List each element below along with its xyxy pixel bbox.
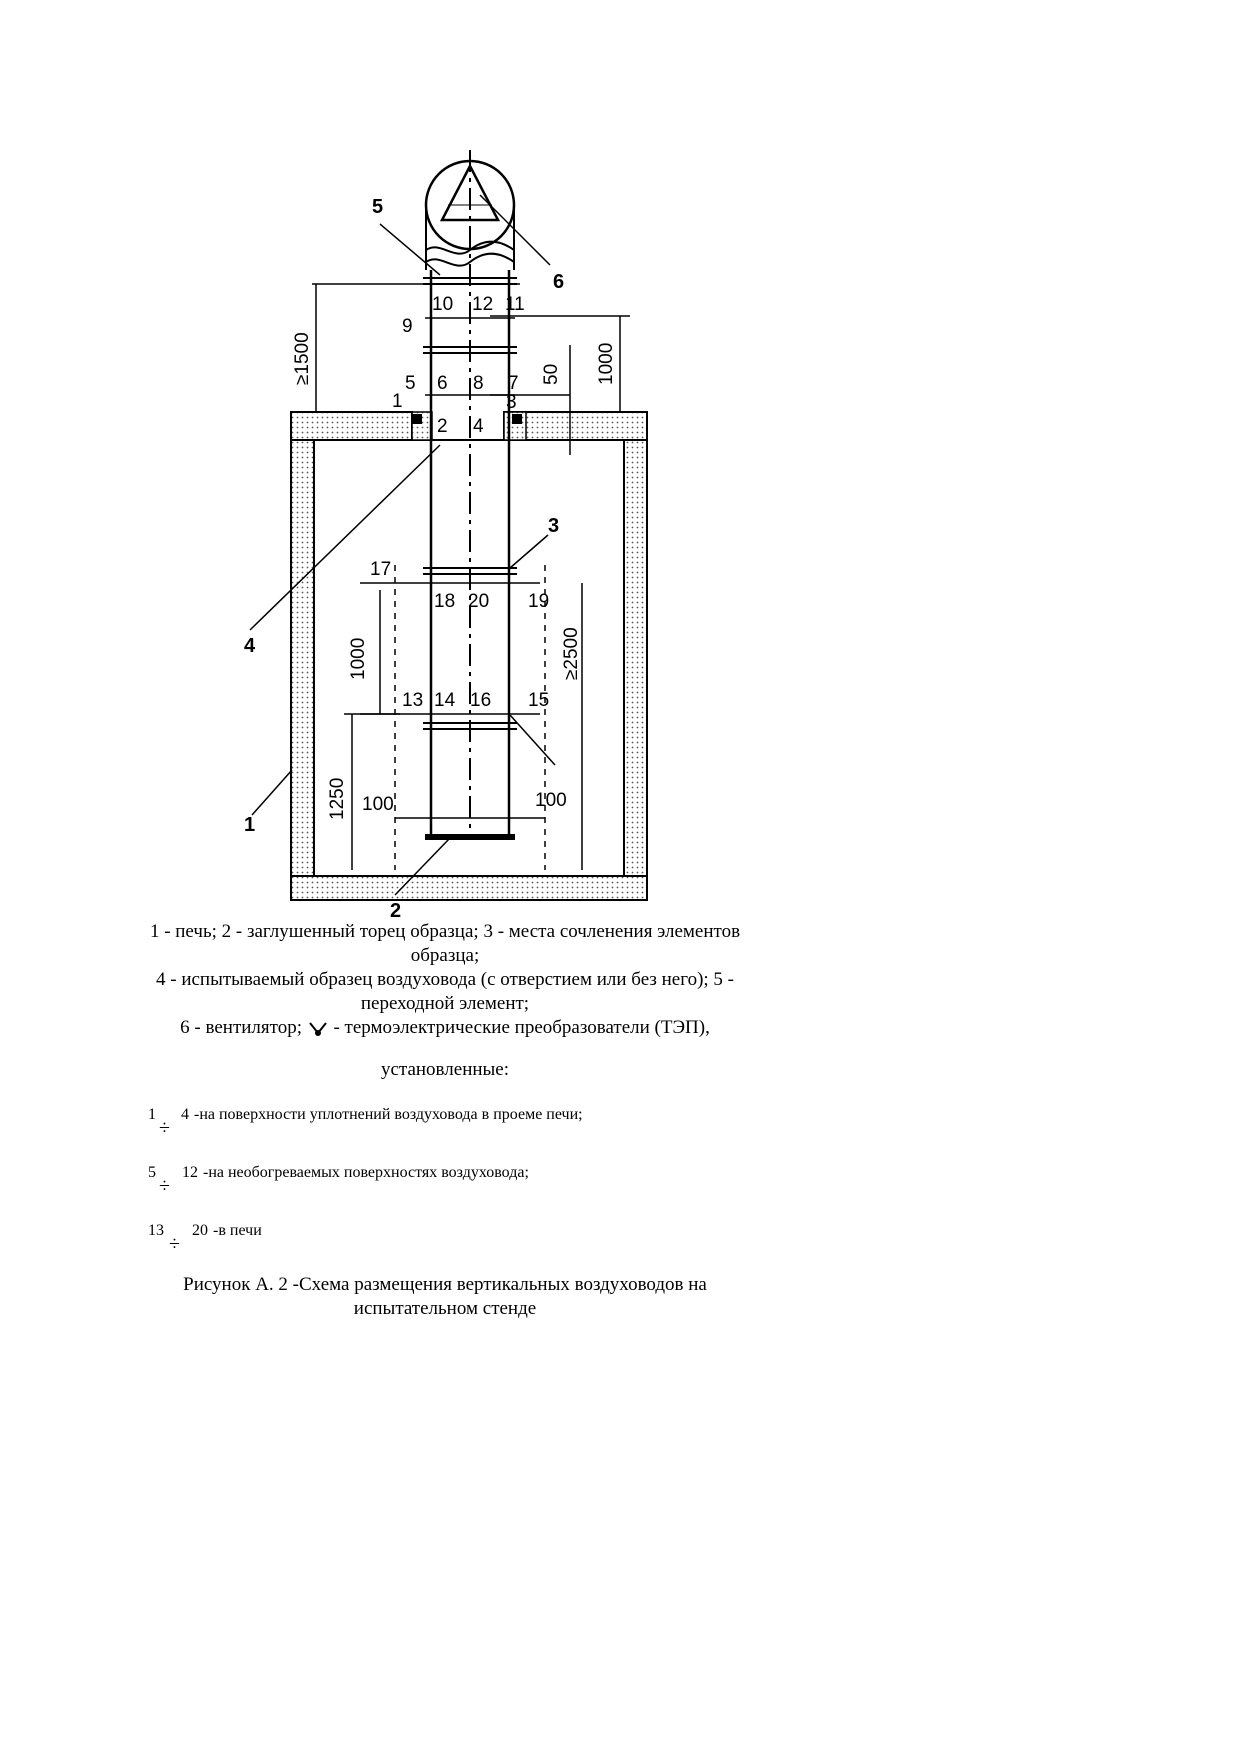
label: 100 (362, 794, 394, 815)
label: 10 (432, 294, 454, 315)
caption-fan: 6 - вентилятор; (180, 1017, 302, 1038)
label: 19 (528, 591, 550, 612)
range-2-to: 12 (182, 1164, 198, 1181)
range-2-text: -на необогреваемых поверхностях воздуховода; (203, 1164, 529, 1181)
label: 16 (470, 690, 492, 711)
range-3-from: 13 (148, 1222, 164, 1239)
label: 2 (437, 416, 448, 437)
label: 6 (553, 271, 565, 293)
label: 20 (468, 591, 490, 612)
caption-thermocouples: - термоэлектрические преобразователи (ТЭП), (333, 1017, 710, 1038)
range-1-to: 4 (181, 1106, 189, 1123)
range-3-to: 20 (192, 1222, 208, 1239)
label: 1000 (348, 637, 369, 680)
caption-line-4: переходной элемент; (360, 993, 530, 1014)
label: 8 (473, 373, 484, 394)
range-1-text: -на поверхности уплотнений воздуховода в проеме печи; (194, 1106, 583, 1123)
label: ≥2500 (561, 627, 582, 680)
range-1-from: 1 (148, 1106, 156, 1123)
label: 12 (472, 294, 494, 315)
caption-line-2: образца; (410, 945, 480, 966)
label: 3 (548, 515, 560, 537)
caption-line-3: 4 - испытываемый образец воздуховода (с отверстием или без него); 5 - (156, 969, 734, 990)
label: 50 (541, 363, 562, 385)
label: 1 (244, 814, 256, 836)
caption-line-1: 1 - печь; 2 - заглушенный торец образца; 3 - места сочленения элементов (149, 921, 741, 942)
label: 13 (402, 690, 424, 711)
label: 1000 (596, 342, 617, 385)
label: 17 (370, 559, 392, 580)
range-3-text: -в печи (213, 1222, 262, 1239)
label: 9 (402, 316, 413, 337)
label: 11 (505, 294, 525, 315)
label: 4 (244, 635, 256, 657)
label: 100 (535, 790, 567, 811)
label: 2 (390, 900, 402, 922)
label: 7 (508, 373, 519, 394)
caption-line-5 (100, 1016, 790, 1040)
label: 15 (528, 690, 550, 711)
label: 5 (372, 196, 384, 218)
label: 6 (437, 373, 448, 394)
caption-line-6: установленные: (380, 1059, 510, 1080)
label: ≥1500 (292, 332, 313, 385)
range-2-from: 5 (148, 1164, 156, 1181)
thermocouple-icon (307, 1017, 329, 1039)
duct-specimen (423, 150, 517, 840)
label: 3 (506, 392, 517, 413)
label: 1 (392, 391, 403, 412)
label: 1250 (327, 777, 348, 820)
label: 14 (434, 690, 456, 711)
range-3-sign: ÷ (169, 1233, 180, 1255)
figure-title-line-1: Рисунок А. 2 -Схема размещения вертикальных воздуховодов на (183, 1274, 707, 1295)
label: 18 (434, 591, 456, 612)
label: 4 (473, 416, 484, 437)
figure-title-line-2: испытательном стенде (353, 1298, 537, 1319)
label: 5 (405, 373, 416, 394)
range-1-sign: ÷ (159, 1117, 170, 1139)
range-2-sign: ÷ (159, 1175, 170, 1197)
